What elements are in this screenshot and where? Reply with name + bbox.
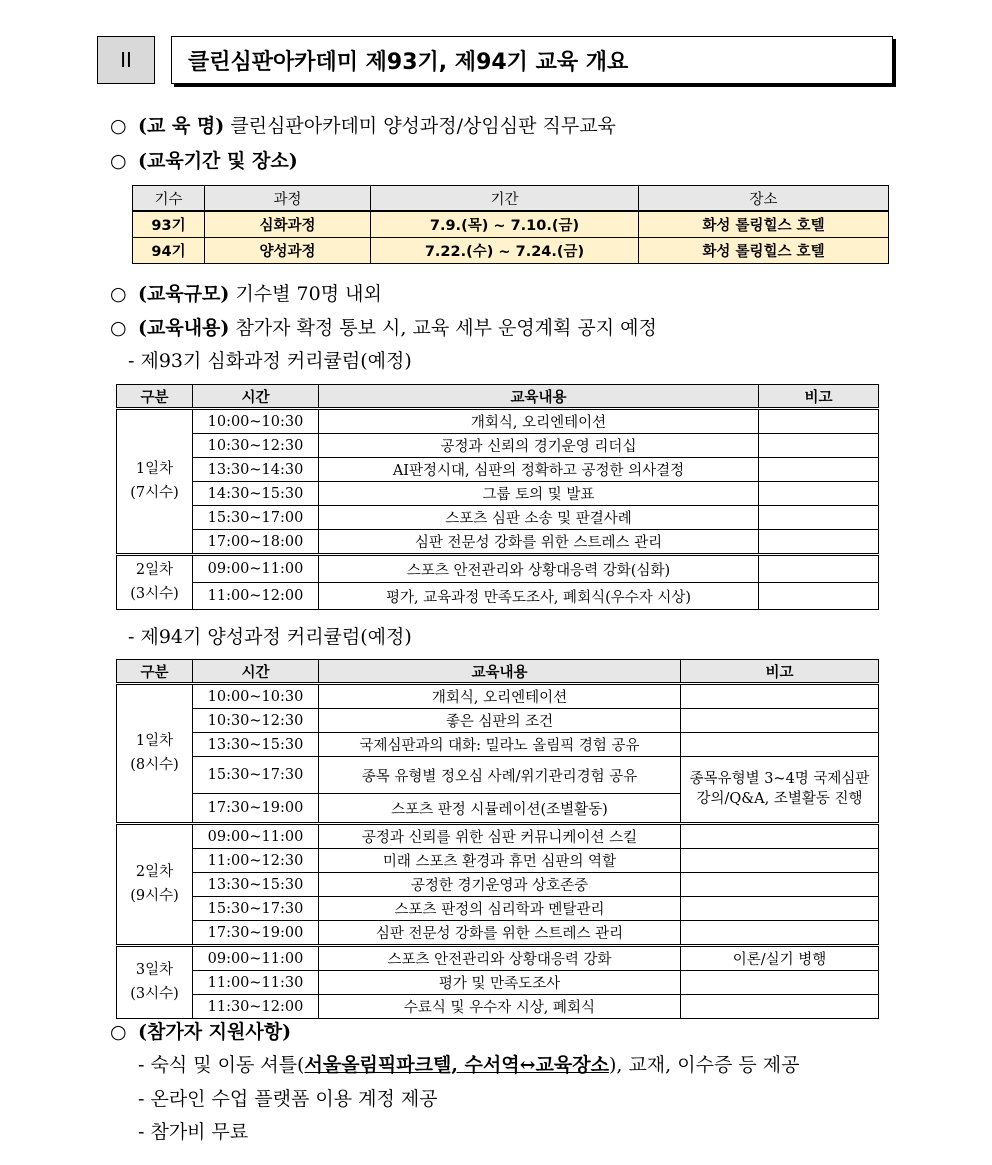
day-cell [117,824,193,946]
column-header: 시간 [193,385,319,409]
note-cell [681,995,879,1019]
period-label: (교육기간 및 장소) [138,150,298,172]
content-cell: 좋은 심판의 조건 [319,709,681,733]
content-cell: 미래 스포츠 환경과 휴먼 심판의 역할 [319,849,681,873]
support-line [110,1017,291,1044]
day-hours: (9시수) [130,887,179,904]
table-row [117,733,879,757]
table-row [117,921,879,946]
table-cell: 화성 롤링힐스 호텔 [639,238,889,264]
table-row [117,995,879,1019]
content-cell: 스포츠 안전관리와 상황대응력 강화(심화) [319,555,759,583]
curriculum94-table [116,659,879,1019]
column-header: 장소 [639,186,889,212]
time-cell: 10:00~10:30 [193,409,319,434]
note-cell [681,873,879,897]
time-cell: 11:00~12:30 [193,849,319,873]
table-row [117,824,879,849]
time-cell: 15:30~17:00 [193,506,319,530]
day-hours: (3시수) [130,585,179,602]
time-cell: 13:30~15:30 [193,733,319,757]
column-header: 구분 [117,660,193,684]
content-cell: 공정과 신뢰를 위한 심판 커뮤니케이션 스킬 [319,824,681,849]
day-label: 2일차 [135,562,174,579]
table-cell: 93기 [133,211,205,238]
table-row [117,849,879,873]
note-cell [759,434,879,458]
scale-line [110,279,382,306]
note-cell [681,971,879,995]
day-cell [117,555,193,610]
time-cell: 09:00~11:00 [193,555,319,583]
time-cell: 11:00~12:00 [193,583,319,610]
time-cell: 17:30~19:00 [193,921,319,946]
table-header-row [133,186,889,212]
time-cell: 09:00~11:00 [193,824,319,849]
table-row [117,458,879,482]
day-label: 3일차 [135,962,174,979]
column-header: 교육내용 [319,660,681,684]
content-cell: AI판정시대, 심판의 정확하고 공정한 의사결정 [319,458,759,482]
note-cell [759,482,879,506]
note-cell [681,897,879,921]
table-row [117,482,879,506]
support-item-online: - 온라인 수업 플랫폼 이용 계정 제공 [138,1088,438,1110]
note-cell [681,709,879,733]
table-row [117,506,879,530]
bullet-icon: ○ [110,283,127,305]
day-label: 2일차 [135,864,174,881]
bullet-icon: ○ [110,150,127,172]
note-cell [759,506,879,530]
table-cell: 7.22.(수) ~ 7.24.(금) [371,238,639,264]
day-hours: (8시수) [130,756,179,773]
scale-text: 기수별 70명 내외 [229,283,382,305]
content-cell: 공정한 경기운영과 상호존중 [319,873,681,897]
note-cell: 종목유형별 3~4명 국제심판 강의/Q&A, 조별활동 진행 [681,757,879,824]
note-cell [759,530,879,555]
bullet-icon: ○ [110,317,127,339]
content-cell: 그룹 토의 및 발표 [319,482,759,506]
note-cell: 이론/실기 병행 [681,946,879,971]
period-line [110,146,298,173]
table-cell: 양성과정 [205,238,371,264]
column-header: 구분 [117,385,193,409]
time-cell: 11:30~12:00 [193,995,319,1019]
content-cell: 심판 전문성 강화를 위한 스트레스 관리 [319,921,681,946]
column-header: 기간 [371,186,639,212]
day-cell [117,684,193,824]
time-cell: 13:30~15:30 [193,873,319,897]
section-number: II [97,36,155,84]
content-text: 참가자 확정 통보 시, 교육 세부 운영계획 공지 예정 [229,317,657,339]
support-item-shuttle [138,1050,799,1077]
content-cell: 개회식, 오리엔테이션 [319,684,681,709]
table-row [117,583,879,610]
page-title: 클린심판아카데미 제93기, 제94기 교육 개요 [171,36,893,84]
content-cell: 공정과 신뢰의 경기운영 리더십 [319,434,759,458]
time-cell: 11:00~11:30 [193,971,319,995]
table-cell: 심화과정 [205,211,371,238]
course-name-text: 클린심판아카데미 양성과정/상임심판 직무교육 [224,115,616,137]
curriculum93-title: - 제93기 심화과정 커리큘럼(예정) [128,350,412,372]
course-name-line [110,111,616,138]
table-row [117,971,879,995]
column-header: 시간 [193,660,319,684]
content-line [110,313,657,340]
support-label: (참가자 지원사항) [138,1021,292,1043]
bullet-icon: ○ [110,1021,127,1043]
time-cell: 10:00~10:30 [193,684,319,709]
table-cell: 화성 롤링힐스 호텔 [639,211,889,238]
note-cell [759,555,879,583]
time-cell: 17:00~18:00 [193,530,319,555]
time-cell: 09:00~11:00 [193,946,319,971]
note-cell [759,458,879,482]
support-item-text: - 숙식 및 이동 셔틀( [138,1054,305,1076]
table-row [117,684,879,709]
day-label: 1일차 [135,733,174,750]
table-header-row [117,385,879,409]
content-cell: 스포츠 안전관리와 상황대응력 강화 [319,946,681,971]
time-cell: 15:30~17:30 [193,757,319,794]
content-cell: 개회식, 오리엔테이션 [319,409,759,434]
table-row [117,757,879,794]
table-row [117,434,879,458]
column-header: 교육내용 [319,385,759,409]
table-row [117,709,879,733]
support-item-text: ), 교재, 이수증 등 제공 [608,1054,800,1076]
content-cell: 스포츠 판정 시뮬레이션(조별활동) [319,794,681,824]
content-cell: 스포츠 심판 소송 및 판결사례 [319,506,759,530]
table-row [133,238,889,264]
table-row [117,530,879,555]
note-cell [759,409,879,434]
day-cell [117,409,193,555]
support-item-emphasis: 서울올림픽파크텔, 수서역↔교육장소 [304,1054,609,1076]
table-cell: 7.9.(목) ~ 7.10.(금) [371,211,639,238]
column-header: 과정 [205,186,371,212]
column-header: 비고 [759,385,879,409]
scale-label: (교육규모) [138,283,230,305]
note-cell [681,733,879,757]
table-cell: 94기 [133,238,205,264]
table-row [117,555,879,583]
curriculum94-title: - 제94기 양성과정 커리큘럼(예정) [128,626,412,648]
content-cell: 평가 및 만족도조사 [319,971,681,995]
note-cell [681,849,879,873]
content-cell: 수료식 및 우수자 시상, 폐회식 [319,995,681,1019]
bullet-icon: ○ [110,115,127,137]
content-cell: 스포츠 판정의 심리학과 멘탈관리 [319,897,681,921]
note-cell [759,583,879,610]
note-cell [681,684,879,709]
table-row [117,409,879,434]
day-label: 1일차 [135,461,174,478]
time-cell: 13:30~14:30 [193,458,319,482]
time-cell: 10:30~12:30 [193,709,319,733]
note-cell [681,824,879,849]
table-row [117,946,879,971]
table-header-row [117,660,879,684]
time-cell: 15:30~17:30 [193,897,319,921]
content-cell: 종목 유형별 정오심 사례/위기관리경험 공유 [319,757,681,794]
course-name-label: (교 육 명) [138,115,225,137]
note-cell [681,921,879,946]
day-hours: (3시수) [130,985,179,1002]
support-item-fee: - 참가비 무료 [138,1121,249,1143]
time-cell: 10:30~12:30 [193,434,319,458]
table-row [133,211,889,238]
content-label: (교육내용) [138,317,230,339]
schedule-table [132,185,889,264]
time-cell: 17:30~19:00 [193,794,319,824]
content-cell: 국제심판과의 대화: 밀라노 올림픽 경험 공유 [319,733,681,757]
table-row [117,897,879,921]
content-cell: 심판 전문성 강화를 위한 스트레스 관리 [319,530,759,555]
table-row [117,873,879,897]
column-header: 비고 [681,660,879,684]
time-cell: 14:30~15:30 [193,482,319,506]
day-hours: (7시수) [130,484,179,501]
content-cell: 평가, 교육과정 만족도조사, 폐회식(우수자 시상) [319,583,759,610]
curriculum93-table [116,384,879,610]
day-cell [117,946,193,1019]
column-header: 기수 [133,186,205,212]
